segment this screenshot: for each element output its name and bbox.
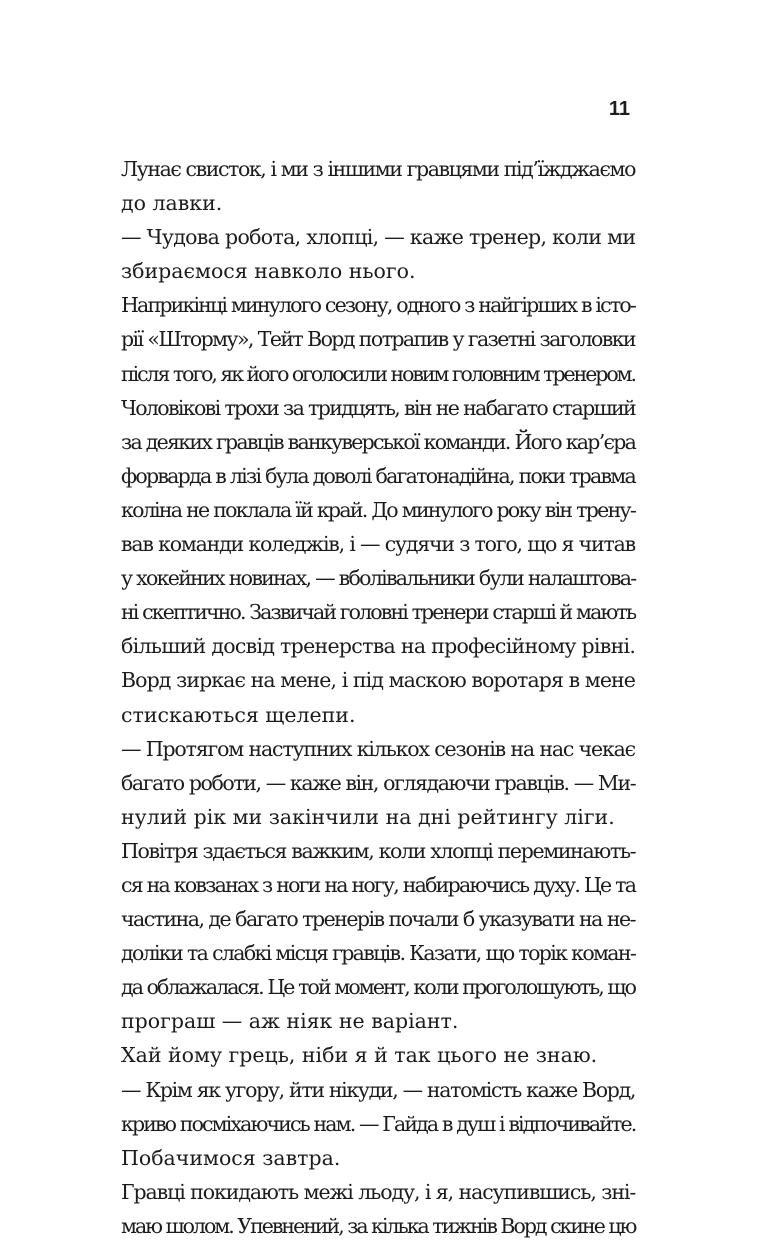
text-line: за деяких гравців ванкуверської команди. Його кар’єра xyxy=(121,429,636,454)
text-line: Повітря здається важким, коли хлопці переминають- xyxy=(121,838,636,863)
text-line: після того, як його оголосили новим головним тренером. xyxy=(121,361,635,386)
text-line: — Протягом наступних кількох сезонів на нас чекає xyxy=(121,736,635,761)
text-line: вав команди коледжів, і — судячи з того, що я читав xyxy=(121,532,635,557)
text-line: Побачимося завтра. xyxy=(121,1145,341,1170)
text-line: у хокейних новинах, — вболівальники були налаштова- xyxy=(121,566,636,591)
text-line: Наприкінці минулого сезону, одного з найгірших в істо- xyxy=(121,293,635,318)
text-line: програш — аж ніяк не варіант. xyxy=(121,1009,459,1034)
text-line: Чоловікові трохи за тридцять, він не набагато старший xyxy=(121,395,636,420)
text-line: рії «Шторму», Тейт Ворд потрапив у газетні заголовки xyxy=(121,327,635,352)
text-line: форварда в лізі була доволі багатонадійна, поки травма xyxy=(121,463,636,488)
text-line: збираємося навколо нього. xyxy=(121,259,416,284)
text-line: частина, де багато тренерів почали б указувати на не- xyxy=(121,907,635,932)
body-text xyxy=(121,152,635,1243)
text-line: стискаються щелепи. xyxy=(121,702,356,727)
text-line: Лунає свисток, і ми з іншими гравцями під’їжджаємо xyxy=(121,157,635,181)
text-line: ні скептично. Зазвичай головні тренери старші й мають xyxy=(121,600,636,625)
text-line: криво посміхаючись нам. — Гайда в душ і відпочивайте. xyxy=(121,1111,636,1136)
text-line: — Чудова робота, хлопці, — каже тренер, коли ми xyxy=(121,225,636,250)
text-line: Гравці покидають межі льоду, і я, насупившись, зні- xyxy=(121,1179,636,1204)
text-line: маю шолом. Упевнений, за кілька тижнів Ворд скине цю xyxy=(121,1213,636,1238)
text-line: доліки та слабкі місця гравців. Казати, що торік коман- xyxy=(121,941,636,966)
text-line: нулий рік ми закінчили на дні рейтингу ліги. xyxy=(121,804,615,829)
text-line: Хай йому грець, ніби я й так цього не знаю. xyxy=(121,1043,598,1068)
text-line: Ворд зиркає на мене, і під маскою воротаря в мене xyxy=(121,668,636,693)
text-line: до лавки. xyxy=(121,191,223,216)
text-line: коліна не поклала їй край. До минулого року він трену- xyxy=(121,497,636,522)
text-line: да облажалася. Це той момент, коли проголошують, що xyxy=(121,975,635,1000)
text-line: більший досвід тренерства на професійному рівні. xyxy=(121,634,636,659)
page-number: 11 xyxy=(608,98,630,120)
text-line: — Крім як угору, йти нікуди, — натомість каже Ворд, xyxy=(121,1077,636,1102)
text-line: ся на ковзанах з ноги на ногу, набираючись духу. Це та xyxy=(121,872,636,897)
text-line: багато роботи, — каже він, оглядаючи гравців. — Ми- xyxy=(121,770,636,795)
